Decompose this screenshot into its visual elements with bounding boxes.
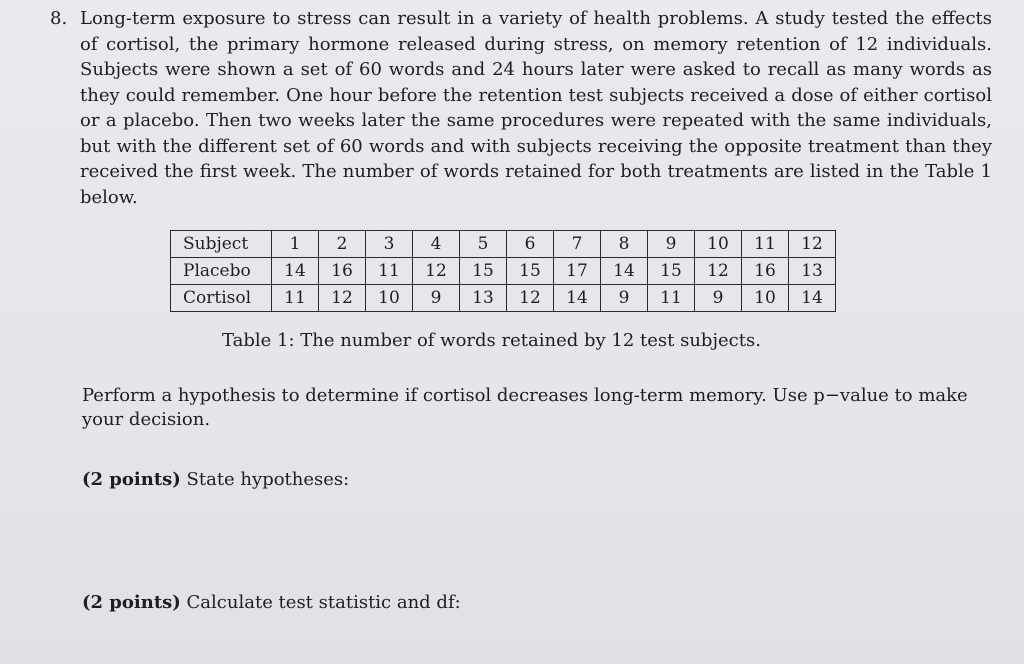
table-cell: 1 — [272, 231, 319, 258]
table-cell: 11 — [742, 231, 789, 258]
table-row-subject — [171, 231, 836, 258]
part-prompt: Calculate test statistic and df: — [186, 592, 461, 613]
part-prompt: State hypotheses: — [186, 469, 350, 490]
table-caption: Table 1: The number of words retained by 12 test subjects. — [222, 330, 761, 351]
table-cell: 9 — [413, 285, 460, 312]
table-cell: 5 — [460, 231, 507, 258]
points-label: (2 points) — [82, 469, 181, 490]
table-cell: 12 — [319, 285, 366, 312]
table-cell: 10 — [695, 231, 742, 258]
part-test-statistic — [82, 592, 461, 613]
table-cell: 6 — [507, 231, 554, 258]
table-cell: 13 — [789, 258, 836, 285]
table-row-placebo — [171, 258, 836, 285]
table-cell: 14 — [272, 258, 319, 285]
row-header: Subject — [171, 231, 272, 258]
table-cell: 12 — [507, 285, 554, 312]
table-cell: 11 — [272, 285, 319, 312]
table-cell: 17 — [554, 258, 601, 285]
table-cell: 9 — [601, 285, 648, 312]
table-cell: 15 — [460, 258, 507, 285]
table-cell: 14 — [601, 258, 648, 285]
problem-statement: Long-term exposure to stress can result in a variety of health problems. A study tested the effects of cortisol, the primary hormone released during stress, on memory retention of 12 individuals. Subjects were shown a set of 60 words and 24 hours later were asked to recall as many words as they could remember. One hour before the retention test subjects received a dose of either cortisol or a placebo. Then two weeks later the same procedures were repeated with the same individuals, but with the different set of 60 words and with subjects receiving the opposite treatment than they received the first week. The number of words retained for both treatments are listed in the Table 1 below. — [80, 8, 992, 208]
table-cell: 14 — [789, 285, 836, 312]
table-cell: 7 — [554, 231, 601, 258]
data-table — [170, 230, 836, 312]
table-cell: 10 — [366, 285, 413, 312]
table-cell: 2 — [319, 231, 366, 258]
table-cell: 8 — [601, 231, 648, 258]
data-table-container — [170, 230, 836, 312]
table-cell: 11 — [648, 285, 695, 312]
problem-8 — [50, 6, 1000, 210]
table-cell: 11 — [366, 258, 413, 285]
instruction-text: Perform a hypothesis to determine if cortisol decreases long-term memory. Use p−value to make your decision. — [82, 385, 968, 430]
table-cell: 12 — [695, 258, 742, 285]
table-cell: 12 — [789, 231, 836, 258]
table-cell: 14 — [554, 285, 601, 312]
table-cell: 13 — [460, 285, 507, 312]
table-row-cortisol — [171, 285, 836, 312]
table-cell: 15 — [648, 258, 695, 285]
table-cell: 4 — [413, 231, 460, 258]
table-cell: 15 — [507, 258, 554, 285]
table-cell: 16 — [319, 258, 366, 285]
table-cell: 9 — [695, 285, 742, 312]
table-cell: 12 — [413, 258, 460, 285]
part-state-hypotheses — [82, 469, 349, 490]
table-cell: 16 — [742, 258, 789, 285]
table-cell: 9 — [648, 231, 695, 258]
row-header: Placebo — [171, 258, 272, 285]
row-header: Cortisol — [171, 285, 272, 312]
table-cell: 3 — [366, 231, 413, 258]
problem-number: 8. — [50, 8, 68, 29]
points-label: (2 points) — [82, 592, 181, 613]
table-cell: 10 — [742, 285, 789, 312]
